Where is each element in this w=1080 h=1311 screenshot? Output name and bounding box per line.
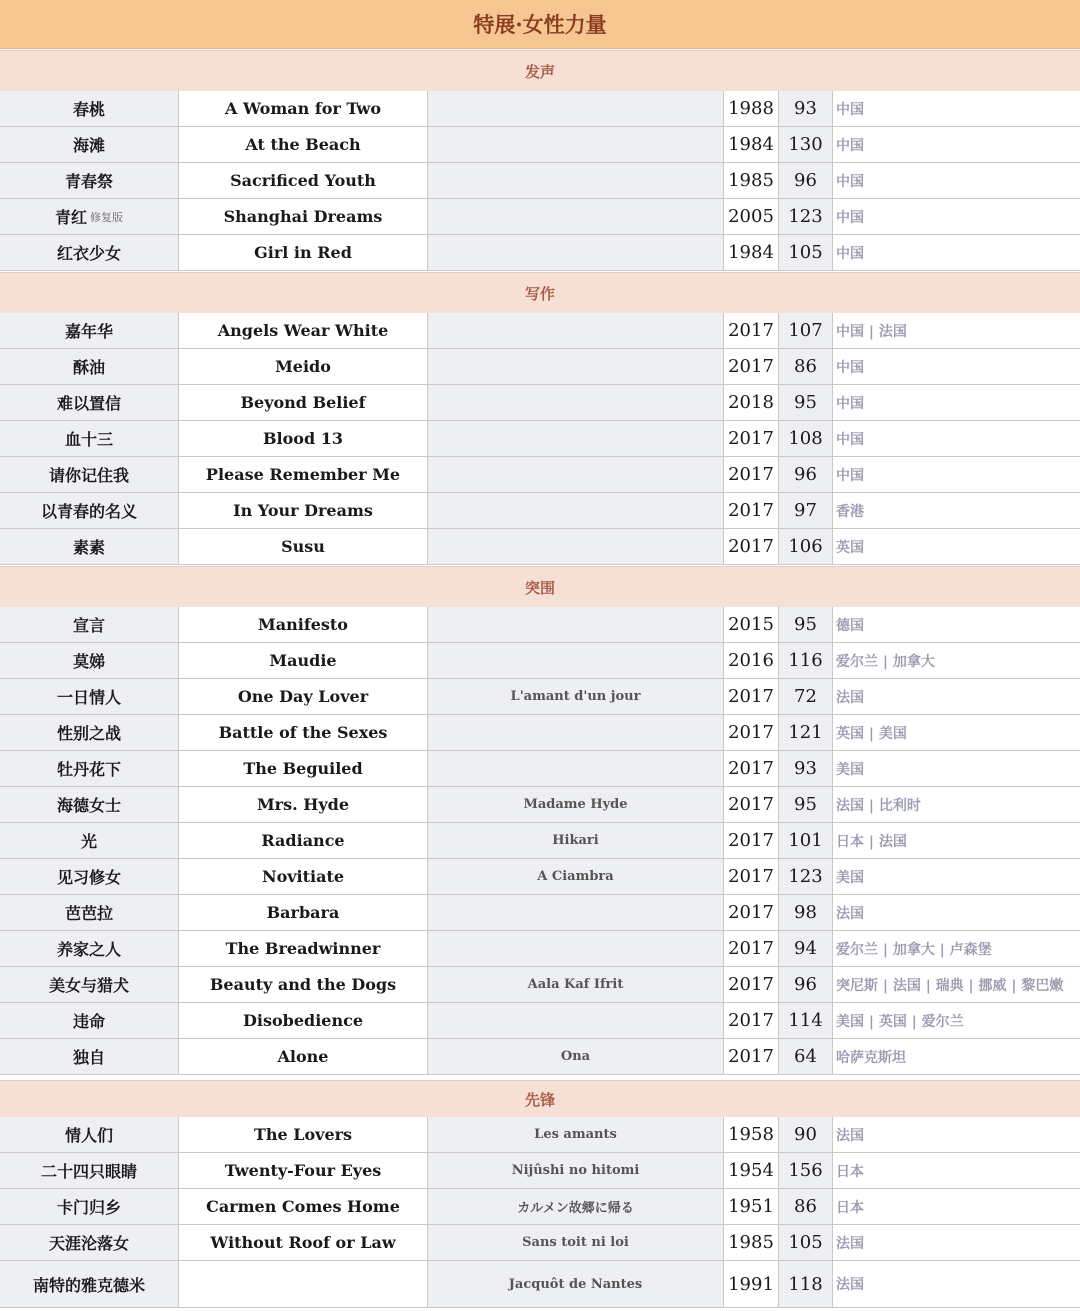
film-country: 中国 | 法国 [833,313,1080,349]
film-runtime: 123 [779,199,833,235]
table-row [0,931,1080,967]
table-row [0,1153,1080,1189]
section-header: 先锋 [0,1080,1080,1118]
film-runtime: 118 [779,1261,833,1308]
table-row [0,967,1080,1003]
film-title-original [428,313,724,349]
film-title-original [428,235,724,271]
film-runtime: 86 [779,349,833,385]
film-title-en: Beyond Belief [179,385,428,421]
film-title-original: Les amants [428,1117,724,1153]
film-year: 1988 [724,91,779,127]
film-title-zh: 酥油 [0,349,179,385]
film-country: 法国 [833,1225,1080,1261]
film-country: 法国 [833,1261,1080,1308]
film-title-en: Shanghai Dreams [179,199,428,235]
film-country: 突尼斯 | 法国 | 瑞典 | 挪威 | 黎巴嫩 [833,967,1080,1003]
film-country: 中国 [833,91,1080,127]
film-runtime: 96 [779,457,833,493]
film-title-zh: 见习修女 [0,859,179,895]
table-row [0,859,1080,895]
film-year: 1958 [724,1117,779,1153]
table-row [0,127,1080,163]
film-title-en: Without Roof or Law [179,1225,428,1261]
film-year: 2017 [724,895,779,931]
film-title-original [428,457,724,493]
film-title-original [428,385,724,421]
film-country: 哈萨克斯坦 [833,1039,1080,1075]
film-country: 美国 [833,859,1080,895]
film-title-en: Battle of the Sexes [179,715,428,751]
film-title-original: Madame Hyde [428,787,724,823]
film-title-original [428,349,724,385]
film-year: 2017 [724,715,779,751]
restored-version-tag: 修复版 [90,210,123,224]
film-runtime: 130 [779,127,833,163]
film-title-en: Disobedience [179,1003,428,1039]
film-year: 2018 [724,385,779,421]
film-title-zh: 红衣少女 [0,235,179,271]
film-title-original [428,529,724,565]
film-title-original [428,643,724,679]
table-row [0,385,1080,421]
film-year: 2017 [724,967,779,1003]
page-title: 特展·女性力量 [0,0,1080,49]
film-title-original [428,493,724,529]
film-runtime: 64 [779,1039,833,1075]
film-title-zh: 天涯沦落女 [0,1225,179,1261]
film-year: 1985 [724,163,779,199]
film-year: 2017 [724,823,779,859]
film-runtime: 107 [779,313,833,349]
film-country: 日本 [833,1153,1080,1189]
film-runtime: 156 [779,1153,833,1189]
film-runtime: 123 [779,859,833,895]
film-title-en: Mrs. Hyde [179,787,428,823]
film-title-en: Angels Wear White [179,313,428,349]
film-title-en: The Lovers [179,1117,428,1153]
film-title-zh: 素素 [0,529,179,565]
film-title-zh: 光 [0,823,179,859]
film-year: 2017 [724,529,779,565]
film-year: 2017 [724,679,779,715]
film-year: 2017 [724,493,779,529]
film-title-original: Ona [428,1039,724,1075]
film-year: 2005 [724,199,779,235]
film-country: 美国 | 英国 | 爱尔兰 [833,1003,1080,1039]
film-runtime: 94 [779,931,833,967]
film-runtime: 93 [779,91,833,127]
film-year: 2017 [724,349,779,385]
film-title-original [428,421,724,457]
film-title-zh: 请你记住我 [0,457,179,493]
film-runtime: 86 [779,1189,833,1225]
film-country: 中国 [833,199,1080,235]
film-runtime: 98 [779,895,833,931]
film-title-zh: 青红 修复版 [0,199,179,235]
film-title-zh: 一日情人 [0,679,179,715]
film-runtime: 95 [779,787,833,823]
film-runtime: 105 [779,235,833,271]
film-title-original [428,895,724,931]
table-row [0,787,1080,823]
film-country: 英国 [833,529,1080,565]
film-title-en: In Your Dreams [179,493,428,529]
film-year: 1954 [724,1153,779,1189]
film-runtime: 116 [779,643,833,679]
film-title-en: Novitiate [179,859,428,895]
film-year: 2017 [724,1003,779,1039]
film-title-zh: 芭芭拉 [0,895,179,931]
table-row [0,607,1080,643]
section-header: 突围 [0,566,1080,608]
film-runtime: 96 [779,163,833,199]
film-title-zh: 莫娣 [0,643,179,679]
film-country: 爱尔兰 | 加拿大 | 卢森堡 [833,931,1080,967]
film-runtime: 93 [779,751,833,787]
table-row [0,1189,1080,1225]
film-title-zh: 情人们 [0,1117,179,1153]
film-country: 法国 | 比利时 [833,787,1080,823]
film-title-en: Radiance [179,823,428,859]
film-title-en: Manifesto [179,607,428,643]
table-row [0,493,1080,529]
film-title-en: The Beguiled [179,751,428,787]
film-year: 1991 [724,1261,779,1308]
film-year: 1984 [724,235,779,271]
film-title-en: Please Remember Me [179,457,428,493]
table-row [0,895,1080,931]
film-title-zh: 宣言 [0,607,179,643]
film-title-zh: 南特的雅克德米 [0,1261,179,1308]
film-country: 法国 [833,1117,1080,1153]
film-runtime: 114 [779,1003,833,1039]
film-title-zh: 海德女士 [0,787,179,823]
film-title-en: Sacrificed Youth [179,163,428,199]
film-title-zh: 嘉年华 [0,313,179,349]
film-runtime: 108 [779,421,833,457]
film-country: 香港 [833,493,1080,529]
film-country: 中国 [833,235,1080,271]
table-row [0,751,1080,787]
section-header: 写作 [0,272,1080,314]
table-row [0,349,1080,385]
film-runtime: 121 [779,715,833,751]
film-year: 2017 [724,1039,779,1075]
film-title-zh: 难以置信 [0,385,179,421]
film-country: 爱尔兰 | 加拿大 [833,643,1080,679]
film-title-en: Twenty-Four Eyes [179,1153,428,1189]
film-country: 法国 [833,679,1080,715]
film-title-zh: 以青春的名义 [0,493,179,529]
film-year: 2017 [724,313,779,349]
film-country: 英国 | 美国 [833,715,1080,751]
film-country: 美国 [833,751,1080,787]
film-year: 2017 [724,859,779,895]
film-title-original: L'amant d'un jour [428,679,724,715]
film-runtime: 96 [779,967,833,1003]
film-title-en: Maudie [179,643,428,679]
film-country: 法国 [833,895,1080,931]
table-row [0,643,1080,679]
film-title-original [428,127,724,163]
table-row [0,715,1080,751]
film-title-original [428,91,724,127]
film-year: 2017 [724,931,779,967]
film-country: 日本 [833,1189,1080,1225]
film-title-en: Beauty and the Dogs [179,967,428,1003]
film-country: 中国 [833,421,1080,457]
table-row [0,529,1080,565]
film-title-en: Barbara [179,895,428,931]
film-title-zh: 牡丹花下 [0,751,179,787]
film-title-original: Hikari [428,823,724,859]
table-row [0,1003,1080,1039]
film-title-zh: 春桃 [0,91,179,127]
film-country: 德国 [833,607,1080,643]
film-title-en: Blood 13 [179,421,428,457]
film-year: 2017 [724,751,779,787]
film-runtime: 97 [779,493,833,529]
table-row [0,823,1080,859]
film-title-zh: 独自 [0,1039,179,1075]
film-title-en: At the Beach [179,127,428,163]
film-title-original: Sans toit ni loi [428,1225,724,1261]
film-title-original [428,751,724,787]
film-year: 1951 [724,1189,779,1225]
film-runtime: 106 [779,529,833,565]
film-title-original [428,607,724,643]
table-row [0,679,1080,715]
film-runtime: 101 [779,823,833,859]
film-title-original [428,199,724,235]
film-country: 中国 [833,349,1080,385]
film-year: 1985 [724,1225,779,1261]
film-title-en [179,1261,428,1308]
table-row [0,163,1080,199]
film-title-en: The Breadwinner [179,931,428,967]
film-year: 2015 [724,607,779,643]
film-title-en: A Woman for Two [179,91,428,127]
film-title-original: Aala Kaf Ifrit [428,967,724,1003]
table-row [0,421,1080,457]
section-header: 发声 [0,50,1080,92]
film-country: 日本 | 法国 [833,823,1080,859]
film-title-original: Nijûshi no hitomi [428,1153,724,1189]
table-row [0,91,1080,127]
film-title-en: One Day Lover [179,679,428,715]
film-country: 中国 [833,457,1080,493]
table-row [0,313,1080,349]
film-title-original [428,163,724,199]
table-row [0,1225,1080,1261]
film-title-original [428,715,724,751]
film-country: 中国 [833,163,1080,199]
film-title-zh: 养家之人 [0,931,179,967]
film-country: 中国 [833,127,1080,163]
table-row [0,1117,1080,1153]
table-row [0,1261,1080,1308]
film-title-zh: 二十四只眼睛 [0,1153,179,1189]
film-title-original [428,1003,724,1039]
film-title-zh: 血十三 [0,421,179,457]
film-title-en: Susu [179,529,428,565]
film-title-zh: 海滩 [0,127,179,163]
film-year: 2017 [724,421,779,457]
film-title-en: Carmen Comes Home [179,1189,428,1225]
table-row [0,1039,1080,1075]
film-runtime: 72 [779,679,833,715]
film-title-zh: 性别之战 [0,715,179,751]
table-row [0,457,1080,493]
film-title-en: Alone [179,1039,428,1075]
film-year: 2017 [724,457,779,493]
film-title-original: Jacquôt de Nantes [428,1261,724,1308]
table-row [0,235,1080,271]
film-title-zh: 违命 [0,1003,179,1039]
film-title-original [428,931,724,967]
film-title-zh: 美女与猎犬 [0,967,179,1003]
film-title-original: A Ciambra [428,859,724,895]
film-year: 1984 [724,127,779,163]
film-title-zh: 卡门归乡 [0,1189,179,1225]
film-runtime: 90 [779,1117,833,1153]
film-title-en: Meido [179,349,428,385]
film-runtime: 95 [779,607,833,643]
table-row [0,199,1080,235]
film-runtime: 105 [779,1225,833,1261]
film-title-original: カルメン故郷に帰る [428,1189,724,1225]
film-year: 2016 [724,643,779,679]
film-title-en: Girl in Red [179,235,428,271]
film-title-zh: 青春祭 [0,163,179,199]
film-country: 中国 [833,385,1080,421]
film-runtime: 95 [779,385,833,421]
film-year: 2017 [724,787,779,823]
